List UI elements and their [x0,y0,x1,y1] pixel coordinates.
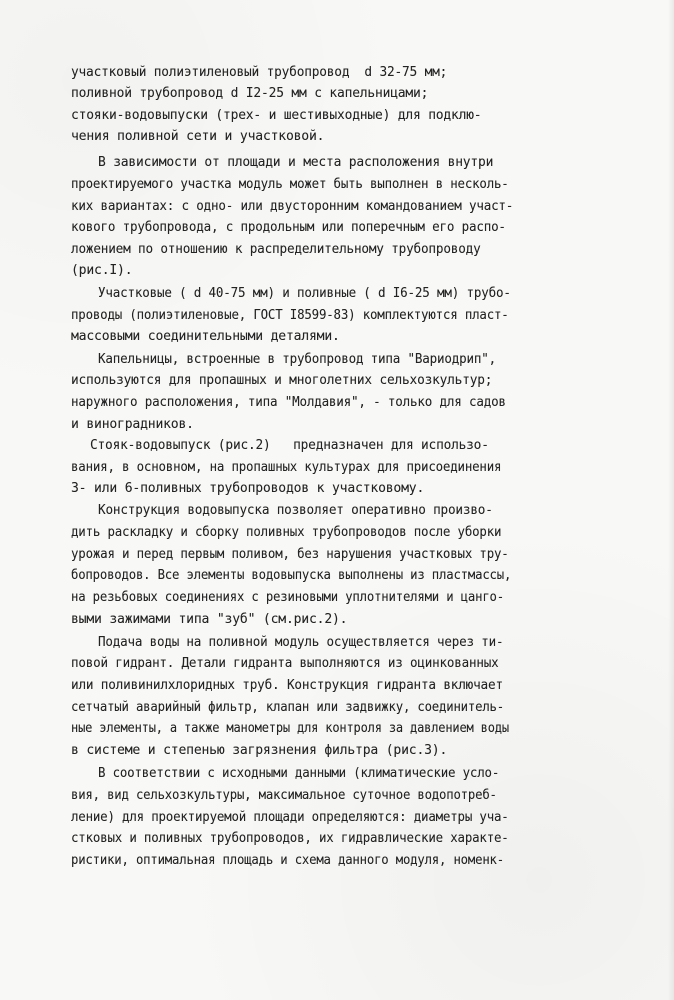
text-line-24: бопроводов. Все элементы водовыпуска выполнены из пластмассы, [71,568,512,583]
text-line-11: Участковые ( d 40-75 мм) и поливные ( d I6-25 мм) трубо- [98,286,511,301]
text-line-37: ристики, оптимальная площадь и схема данного модуля, номенк- [71,853,504,868]
text-line-9: ложением по отношению к распределительному трубопроводу [71,242,481,257]
text-line-16: наружного расположения, типа "Молдавия", - только для садов [71,395,506,410]
text-line-36: стковых и поливных трубопроводов, их гидравлические характе- [71,831,509,846]
text-line-27: Подача воды на поливной модуль осуществляется через ти- [98,635,504,650]
text-line-33: В соответствии с исходными данными (климатические усло- [98,766,500,781]
text-line-31: ные элементы, а также манометры для контроля за давлением воды [71,721,509,736]
text-line-4: чения поливной сети и участковой. [71,129,325,144]
text-line-28: повой гидрант. Детали гидранта выполняются из оцинкованных [71,656,499,671]
text-line-13: массовыми соединительными деталями. [71,329,340,344]
text-line-10: (рис.I). [71,263,133,278]
text-line-30: сетчатый аварийный фильтр, клапан или задвижку, соединитель- [71,700,504,715]
text-line-15: используются для пропашных и многолетних сельхозкультур; [71,373,493,388]
text-line-34: вия, вид сельхозкультуры, максимальное суточное водопотреб- [71,788,497,803]
text-line-12: проводы (полиэтиленовые, ГОСТ I8599-83) комплектуются пласт- [71,308,509,323]
text-line-7: ких вариантах: с одно- или двусторонним командованием участ- [71,199,514,214]
text-line-8: кового трубопровода, с продольным или поперечным его распо- [71,220,506,235]
text-line-18: Стояк-водовыпуск (рис.2) предназначен для использо- [90,438,489,453]
text-line-26: выми зажимами типа "зуб" (см.рис.2). [71,612,348,627]
text-line-29: или поливинилхлоридных труб. Конструкция гидранта включает [71,678,503,693]
paper-edge-shadow [668,0,674,1000]
text-line-20: 3- или 6-поливных трубопроводов к участковому. [71,481,425,496]
text-line-32: в системе и степенью загрязнения фильтра (рис.3). [71,743,448,758]
text-line-14: Капельницы, встроенные в трубопровод типа "Вариодрип", [98,352,496,367]
text-line-35: ление) для проектируемой площади определяются: диаметры уча- [71,810,509,825]
text-line-2: поливной трубопровод d I2-25 мм с капельницами; [71,86,429,101]
text-line-25: на резьбовых соединениях с резиновыми уплотнителями и цанго- [71,590,504,605]
text-line-6: проектируемого участка модуль может быть выполнен в несколь- [71,177,509,192]
text-line-23: урожая и перед первым поливом, без нарушения участковых тру- [71,547,509,562]
text-line-5: В зависимости от площади и места расположения внутри [98,155,494,170]
text-line-22: дить раскладку и сборку поливных трубопроводов после уборки [71,525,502,540]
text-line-21: Конструкция водовыпуска позволяет оперативно произво- [98,503,493,518]
text-line-3: стояки-водовыпуски (трех- и шестивыходные) для подклю- [71,108,482,123]
text-line-1: участковый полиэтиленовый трубопровод d 32-75 мм; [71,65,448,80]
text-line-19: вания, в основном, на пропашных культурах для присоединения [71,460,502,475]
text-line-17: и виноградников. [71,417,194,432]
